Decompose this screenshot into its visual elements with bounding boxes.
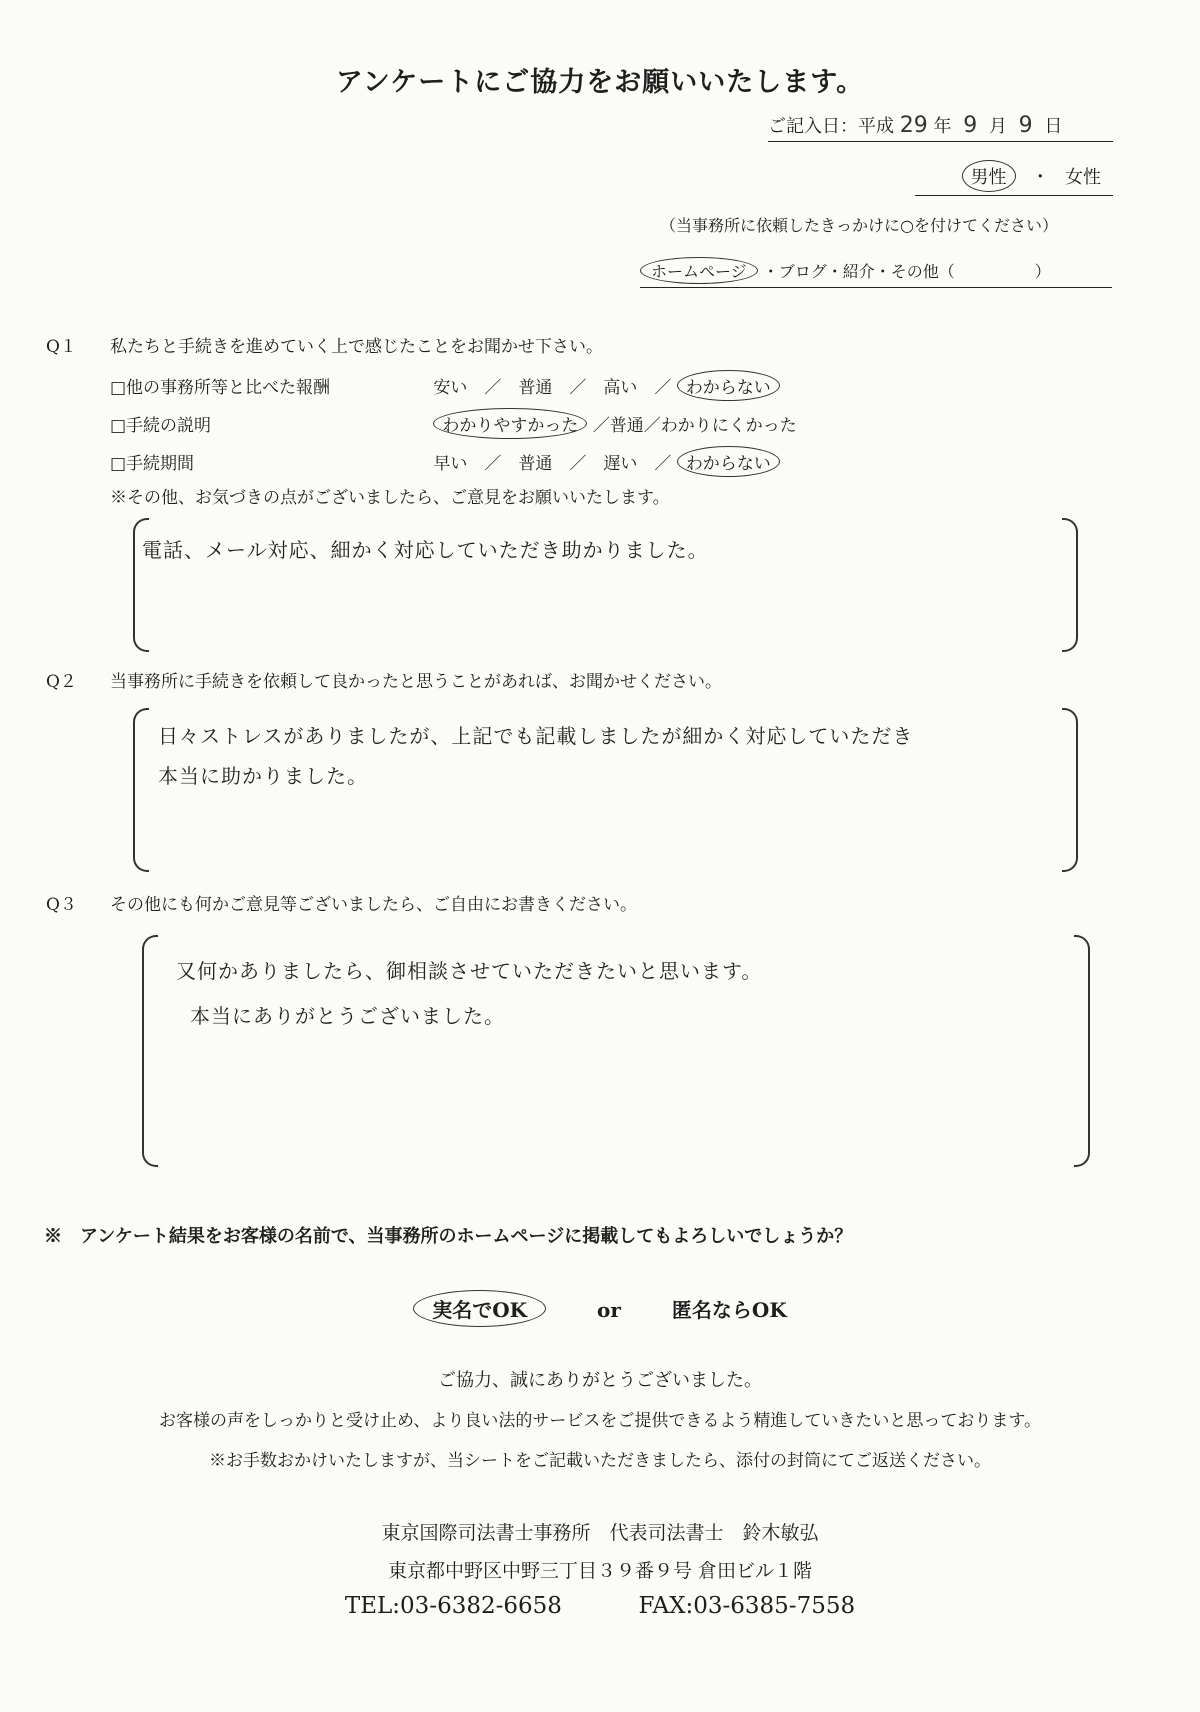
date-year[interactable]: 29 (899, 113, 928, 138)
gender-separator: ・ (1031, 167, 1050, 188)
q3-answer-line-2[interactable]: 本当にありがとうございました。 (190, 1004, 505, 1028)
q1-item-period-circled[interactable]: わからない (677, 446, 780, 477)
publish-options (0, 1290, 1200, 1327)
q3-label: Q３ (46, 895, 77, 915)
q3-answer-line-1[interactable]: 又何かありましたら、御相談させていただきたいと思います。 (176, 959, 763, 983)
q3-bracket-left (142, 935, 158, 1167)
closing-thanks: ご協力、誠にありがとうございました。 (438, 1370, 762, 1391)
publish-anonymous-option[interactable]: 匿名ならOK (671, 1298, 787, 1322)
gender-male-option[interactable]: 男性 (962, 160, 1016, 192)
publish-real-name-option[interactable]: 実名でOK (413, 1290, 546, 1327)
q1-item-fee-label: □他の事務所等と比べた報酬 (110, 378, 331, 398)
footer-fax: FAX:03-6385-7558 (638, 1593, 856, 1619)
q1-item-explanation-circled[interactable]: わかりやすかった (433, 408, 587, 439)
q1-item-fee-options[interactable]: 安い ／ 普通 ／ 高い ／ (433, 378, 672, 398)
q1-item-period (110, 446, 780, 477)
publish-or: or (597, 1298, 621, 1322)
q1-item-period-label: □手続期間 (110, 454, 195, 474)
q1-note: ※その他、お気づきの点がございましたら、ご意見をお願いいたします。 (110, 488, 670, 508)
q1-item-explanation-label: □手続の説明 (110, 416, 212, 436)
trigger-note: （当事務所に依頼したきっかけに○を付けてください） (660, 216, 1058, 235)
q1-item-explanation (110, 408, 797, 439)
closing-return-note: ※お手数おかけいたしますが、当シートをご記載いただきましたら、添付の封筒にてご返送ください。 (209, 1451, 991, 1471)
gender-line (915, 160, 1113, 196)
q1-item-period-options[interactable]: 早い ／ 普通 ／ 遅い ／ (433, 454, 672, 474)
q1-label: Q１ (46, 337, 77, 357)
trigger-other-options[interactable]: ・ブログ・紹介・その他（ ） (762, 262, 1051, 281)
date-year-unit: 年 (933, 116, 952, 137)
q1-question: 私たちと手続きを進めていく上で感じたことをお聞かせ下さい。 (110, 337, 603, 357)
footer-contact (0, 1593, 1200, 1619)
closing-commitment: お客様の声をしっかりと受け止め、より良い法的サービスをご提供できるよう精進していきたいと思っております。 (159, 1411, 1041, 1431)
q2-bracket-right (1062, 708, 1078, 872)
q2-bracket-left (133, 708, 149, 872)
q1-answer[interactable]: 電話、メール対応、細かく対応していただき助かりました。 (142, 538, 709, 562)
q1-item-fee-circled[interactable]: わからない (677, 370, 780, 401)
q2-answer-line-2[interactable]: 本当に助かりました。 (158, 764, 368, 788)
q1-item-fee (110, 370, 780, 401)
q2-question: 当事務所に手続きを依頼して良かったと思うことがあれば、お聞かせください。 (110, 672, 722, 692)
footer-tel: TEL:03-6382-6658 (344, 1593, 562, 1619)
date-prefix: ご記入日：平成 (768, 116, 894, 137)
trigger-options (640, 257, 1112, 288)
date-month[interactable]: 9 (963, 113, 978, 138)
footer-office: 東京国際司法書士事務所 代表司法書士 鈴木敏弘 (381, 1522, 819, 1544)
footer-address: 東京都中野区中野三丁目３９番９号 倉田ビル１階 (387, 1560, 813, 1582)
trigger-homepage-option[interactable]: ホームページ (640, 257, 758, 284)
q2-label: Q２ (46, 672, 77, 692)
gender-female-option[interactable]: 女性 (1065, 167, 1101, 188)
q2-answer-line-1[interactable]: 日々ストレスがありましたが、上記でも記載しましたが細かく対応していただき (158, 724, 914, 748)
page-title: アンケートにご協力をお願いいたします。 (335, 67, 865, 98)
q3-bracket-right (1074, 935, 1090, 1167)
date-month-unit: 月 (988, 116, 1007, 137)
date-day-unit: 日 (1044, 116, 1063, 137)
date-day[interactable]: 9 (1018, 113, 1033, 138)
q1-bracket-right (1062, 518, 1078, 652)
q3-question: その他にも何かご意見等ございましたら、ご自由にお書きください。 (110, 895, 637, 915)
date-line (768, 112, 1113, 142)
q1-item-explanation-options[interactable]: ／普通／わかりにくかった (592, 416, 797, 436)
publish-question: ※ アンケート結果をお客様の名前で、当事務所のホームページに掲載してもよろしいでしょうか？ (44, 1226, 853, 1247)
